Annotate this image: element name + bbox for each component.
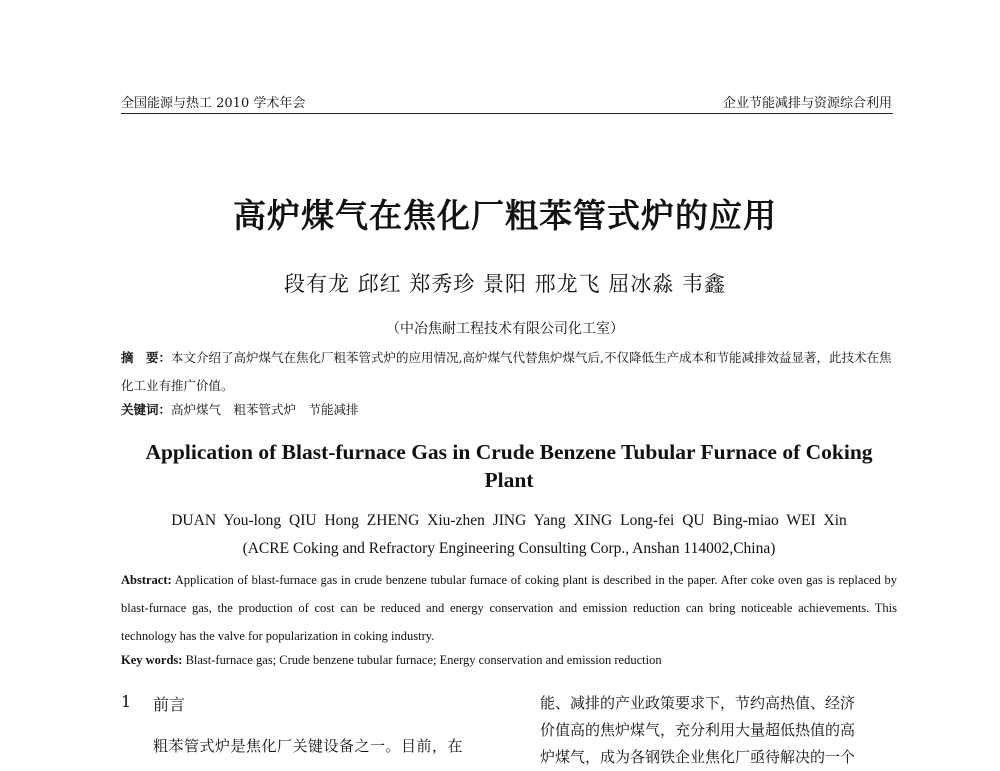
affiliation-chinese: （中冶焦耐工程技术有限公司化工室） — [386, 321, 624, 337]
abstract-chinese-label: 摘 要： — [121, 350, 172, 365]
authors-english: DUAN You-long QIU Hong ZHENG Xiu-zhen JING Yang XING Long-fei QU Bing-miao WEI Xin — [171, 512, 847, 529]
title-english: Application of Blast-furnace Gas in Crude Benzene Tubular Furnace of Coking Plant — [145, 440, 873, 492]
keywords-chinese-label: 关键词： — [121, 402, 172, 417]
abstract-english-text: Application of blast-furnace gas in crude benzene tubular furnace of coking plant is described in the paper. After coke oven gas is replaced by blast-furnace gas, the production of cost can be reduced and energy conservation and emission reduction can bring noticeable achievements. This technology has the valve for popularization in coking industry. — [121, 573, 897, 643]
title-chinese: 高炉煤气在焦化厂粗苯管式炉的应用 — [233, 196, 777, 235]
header-left: 全国能源与热工 2010 学术年会 — [121, 96, 306, 111]
affiliation-english: (ACRE Coking and Refractory Engineering Consulting Corp., Anshan 114002,China) — [242, 540, 776, 557]
body-right-paragraph — [540, 690, 900, 771]
header-divider — [121, 113, 893, 114]
body-left-paragraph: 粗苯管式炉是焦化厂关键设备之一。目前，在 — [153, 737, 464, 755]
section-title: 前言 — [153, 695, 186, 714]
abstract-english — [121, 566, 897, 650]
section-number: 1 — [121, 692, 132, 711]
authors-chinese: 段有龙 邱红 郑秀珍 景阳 邢龙飞 屈冰淼 韦鑫 — [283, 272, 727, 296]
abstract-chinese-text: 本文介绍了高炉煤气在焦化厂粗苯管式炉的应用情况,高炉煤气代替焦炉煤气后,不仅降低生产成本和节能减排效益显著，此技术在焦化工业有推广价值。 — [121, 350, 892, 393]
body-right-line: 炉煤气，成为各钢铁企业焦化厂亟待解决的一个 — [540, 748, 856, 766]
body-right-line: 能、减排的产业政策要求下，节约高热值、经济 — [540, 694, 856, 712]
abstract-chinese — [121, 344, 897, 400]
keywords-english — [121, 648, 897, 672]
keywords-chinese-text: 高炉煤气 粗苯管式炉 节能减排 — [171, 402, 359, 417]
keywords-english-text: Blast-furnace gas; Crude benzene tubular furnace; Energy conservation and emission reduction — [185, 653, 662, 667]
body-right-line: 价值高的焦炉煤气，充分利用大量超低热值的高 — [540, 721, 856, 739]
header-right: 企业节能减排与资源综合利用 — [722, 96, 892, 111]
abstract-english-label: Abstract: — [121, 573, 172, 587]
keywords-english-label: Key words: — [121, 653, 183, 667]
keywords-chinese — [121, 398, 897, 422]
